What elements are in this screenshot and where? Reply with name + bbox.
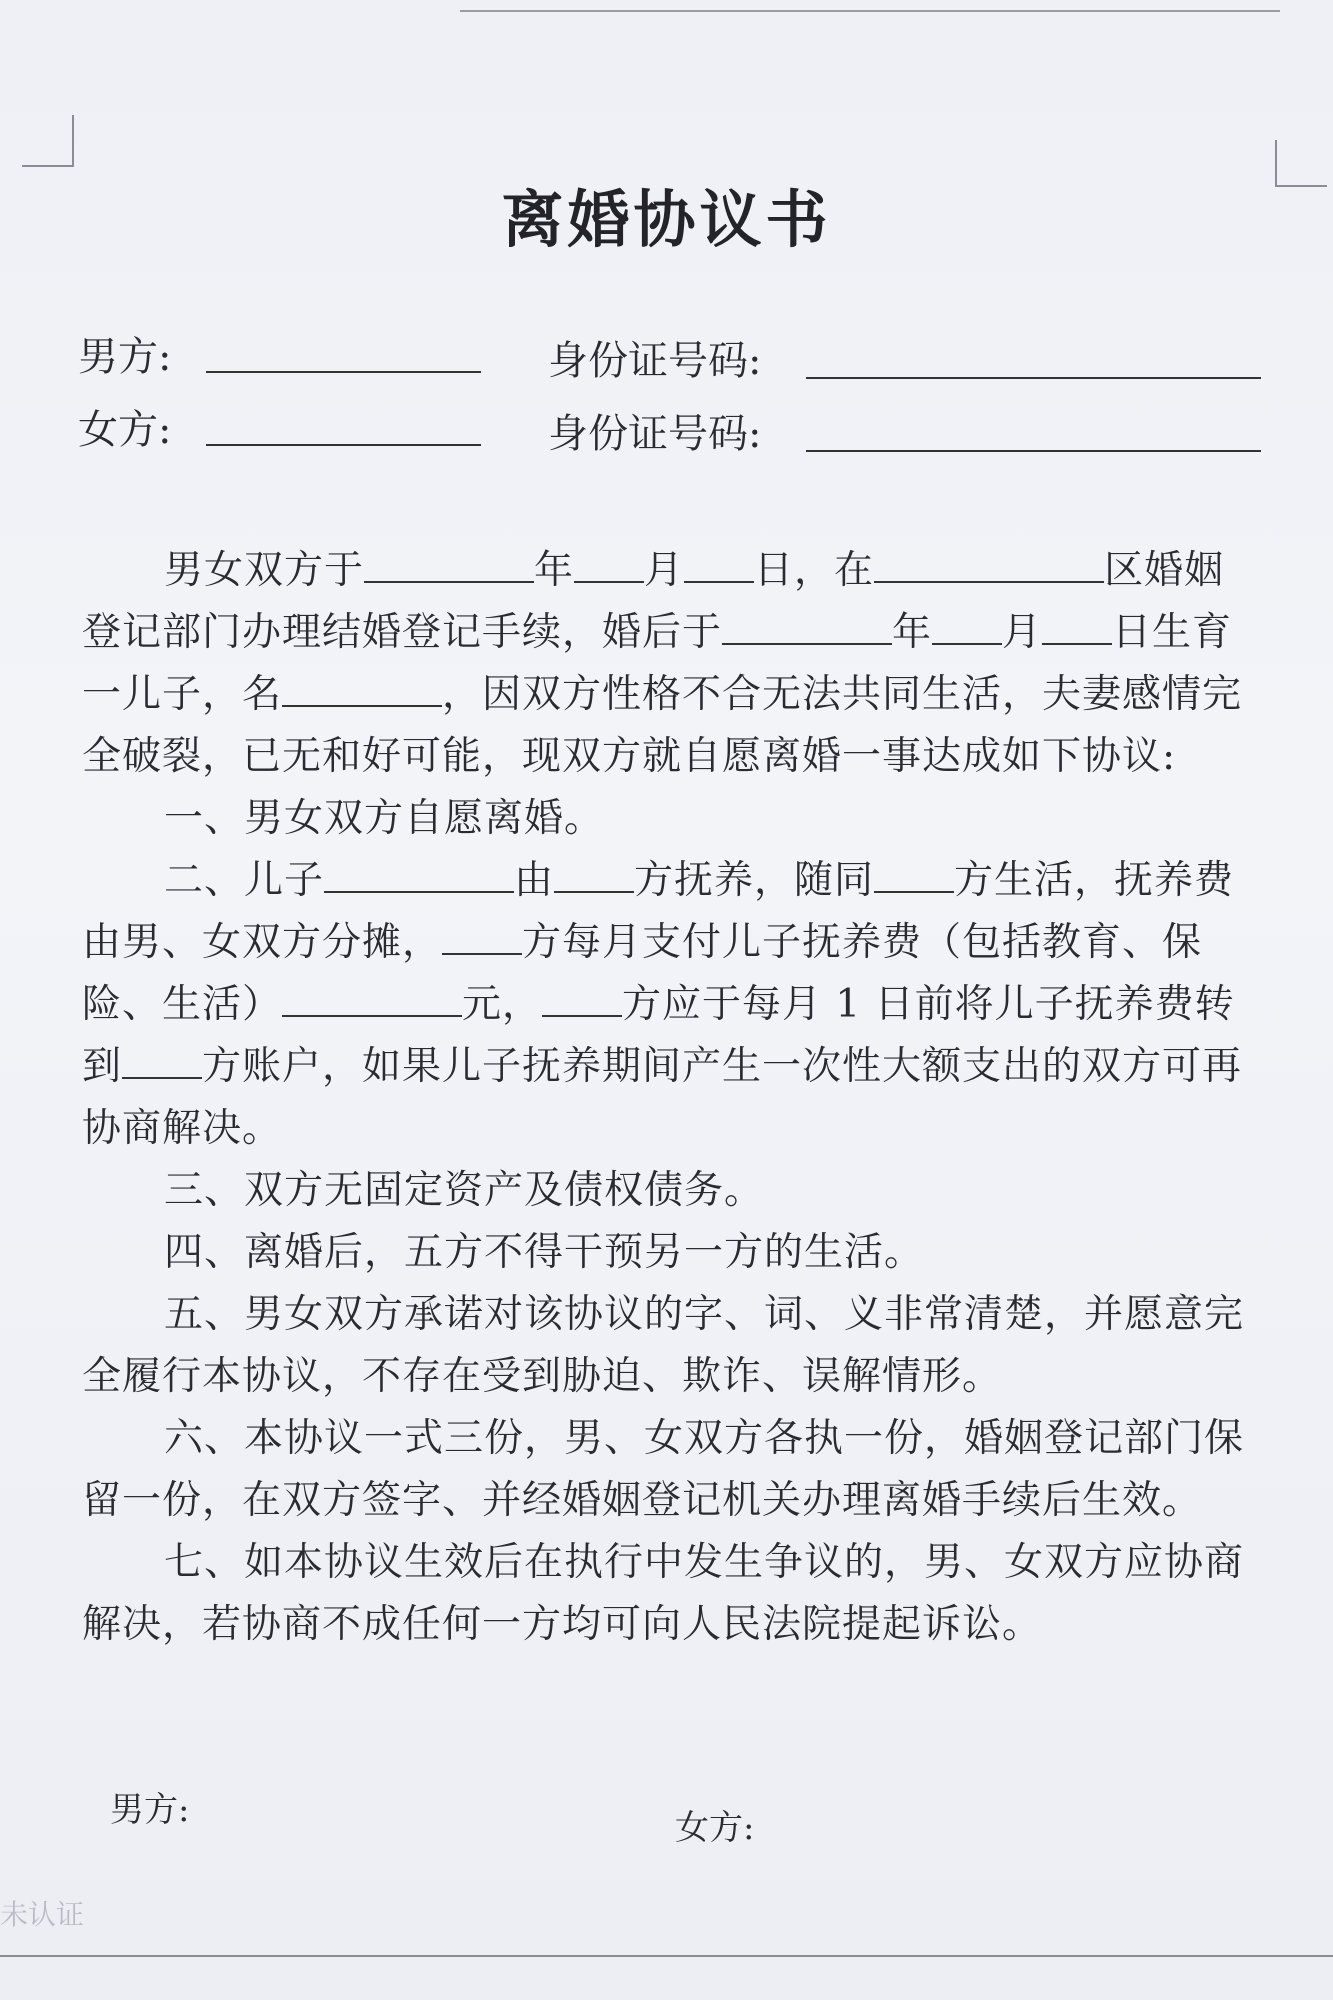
female-id-blank (806, 450, 1261, 452)
male-label: 男方: (78, 334, 172, 380)
document-title: 离婚协议书 (501, 183, 832, 256)
crop-mark-top-left (22, 115, 74, 167)
clause-5: 五、男女双方承诺对该协议的字、词、义非常清楚，并愿意完全履行本协议，不存在受到胁迫、欺诈、误解情形。 (82, 1292, 1245, 1399)
watermark-text: 未认证 (0, 1898, 85, 1931)
clause-3: 三、双方无固定资产及债权债务。 (164, 1168, 765, 1213)
page-bottom-edge (0, 1955, 1333, 1957)
intro-paragraph: 男女双方于 年 月 日，在 区婚姻登记部门办理结婚登记手续，婚后于 年 月 日生育一儿子，名 ，因双方性格不合无法共同生活，夫妻感情完全破裂，已无和好可能，现双方就自愿离婚一事达成如下协议: (82, 540, 1257, 788)
male-name-blank (206, 371, 481, 373)
clause-2: 二、儿子 由 方抚养，随同 方生活，抚养费由男、女双方分摊， 方每月支付儿子抚养费（包括教育、保险、生活） 元， 方应于每月 1 日前将儿子抚养费转到 方账户，如果儿子抚养期间产生一次性大额支出的双方可再协商解决。 (82, 850, 1257, 1160)
male-signature-label: 男方: (110, 1790, 190, 1830)
clause-1: 一、男女双方自愿离婚。 (164, 796, 605, 841)
clause-6: 六、本协议一式三份，男、女双方各执一份，婚姻登记部门保留一份，在双方签字、并经婚姻登记机关办理离婚手续后生效。 (82, 1416, 1245, 1523)
male-id-label: 身份证号码: (548, 338, 762, 384)
female-label: 女方: (78, 407, 172, 453)
page-edge (460, 0, 1280, 12)
clause-4: 四、离婚后，五方不得干预另一方的生活。 (164, 1230, 925, 1275)
male-id-blank (806, 377, 1261, 379)
female-id-label: 身份证号码: (548, 411, 762, 457)
agreement-body (82, 540, 1257, 1656)
female-signature-label: 女方: (675, 1808, 755, 1848)
female-name-blank (206, 444, 481, 446)
clause-7: 七、如本协议生效后在执行中发生争议的，男、女双方应协商解决，若协商不成任何一方均可向人民法院提起诉讼。 (82, 1540, 1245, 1647)
